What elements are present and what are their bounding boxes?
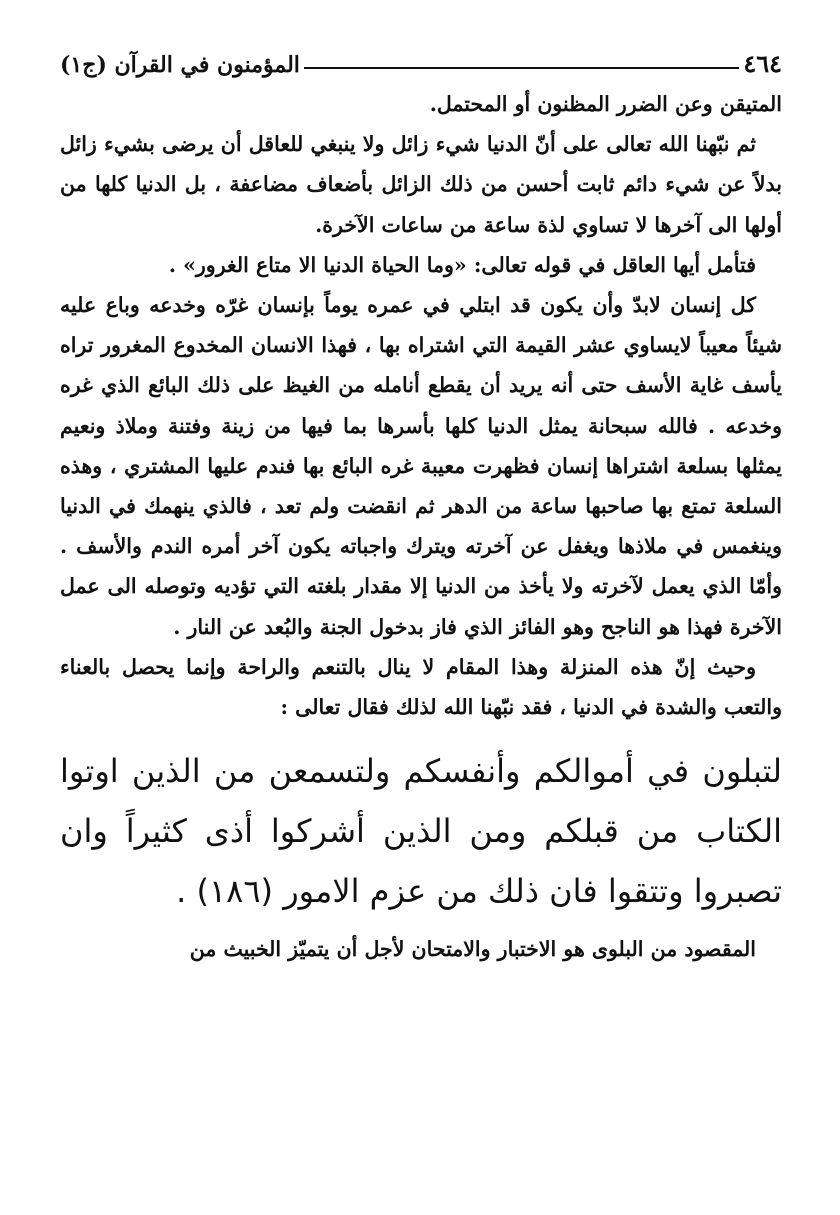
paragraph-4: كل إنسان لابدّ وأن يكون قد ابتلي في عمره يوماً بإنسان غرّه وخدعه وباع عليه شيئاً معيباً لايساوي عشر القيمة التي اشتراه بها ، فهذا الانسان المخدوع المغرور تراه يأسف غاية الأسف حتى أنه يريد أن يقطع أنامله من الغيظ على ذلك البائع الذي غره وخدعه . فالله سبحانة يمثل الدنيا كلها بأسرها بما فيها من زينة وفتنة وملاذ ونعيم يمثلها بسلعة اشتراها إنسان فظهرت معيبة غره البائع بها فندم عليها المشتري ، وهذه السلعة تمتع بها صاحبها ساعة من الدهر ثم انقضت ولم تعد ، فالذي ينهمك في الدنيا وينغمس في ملاذها ويغفل عن آخرته ويترك واجباته يكون آخر أمره الندم والأسف . وأمّا الذي يعمل لآخرته ولا يأخذ من الدنيا إلا مقدار بلغته التي تؤديه وتوصله الى عمل الآخرة فهذا هو الناجح وهو الفائز الذي فاز بدخول الجنة والبُعد عن النار . (60, 293, 782, 639)
closing-paragraph: المقصود من البلوى هو الاختبار والامتحان لأجل أن يتميّز الخبيث من (189, 937, 756, 962)
page-number: ٤٦٤ (743, 49, 782, 78)
paragraph-2: ثم نبّهنا الله تعالى على أنّ الدنيا شيء زائل ولا ينبغي للعاقل أن يرضى بشيء زائل بدلاً عن شيء دائم ثابت أحسن من ذلك الزائل بأضعاف مضاعفة ، بل الدنيا كلها من أولها الى آخرها لا تساوي لذة ساعة من ساعات الآخرة. (60, 132, 782, 237)
paragraph-5: وحيث إنّ هذه المنزلة وهذا المقام لا ينال بالتنعم والراحة وإنما يحصل بالعناء والتعب والشدة في الدنيا ، فقد نبّهنا الله لذلك فقال تعالى : (60, 654, 782, 720)
running-title: المؤمنون في القرآن (ج١) (60, 52, 300, 78)
header-rule (304, 67, 739, 69)
page-header (60, 38, 782, 78)
paragraph-3: فتأمل أيها العاقل في قوله تعالى: «وما الحياة الدنيا الا متاع الغرور» . (168, 252, 756, 277)
page-body (60, 84, 782, 969)
quran-verse: لتبلون في أموالكم وأنفسكم ولتسمعن من الذين اوتوا الكتاب من قبلكم ومن الذين أشركوا أذى كثيراً وان تصبروا وتتقوا فان ذلك من عزم الامور (١٨٦) . (60, 752, 782, 911)
paragraph-1: المتيقن وعن الضرر المظنون أو المحتمل. (429, 92, 782, 116)
